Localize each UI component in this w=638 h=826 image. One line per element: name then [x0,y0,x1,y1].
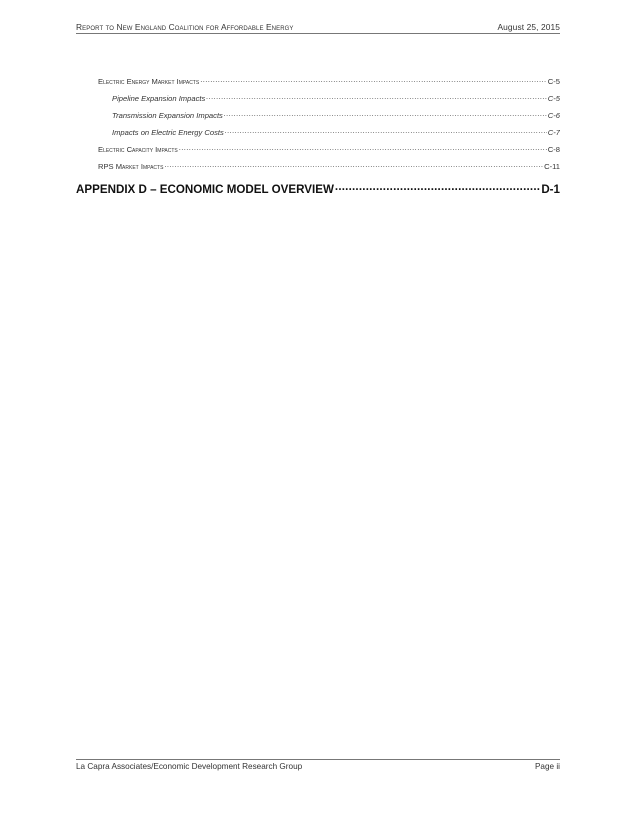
toc-entry-label: Transmission Expansion Impacts [112,111,223,120]
toc-entry-page: C-5 [547,77,560,86]
toc-dot-leader [225,127,547,135]
toc-dot-leader [335,182,540,193]
toc-dot-leader [224,110,547,118]
toc-entry-rps-market-impacts[interactable] [76,161,560,178]
toc-entry-label: APPENDIX D – ECONOMIC MODEL OVERVIEW [76,183,334,196]
header-report-title: Report to New England Coalition for Affordable Energy [76,22,294,32]
toc-entry-page: C-6 [547,111,560,120]
toc-entry-page: D-1 [541,183,560,196]
toc-entry-impacts-on-electric-energy-costs[interactable] [76,127,560,144]
toc-dot-leader [206,93,546,101]
toc-entry-label: Impacts on Electric Energy Costs [112,128,224,137]
header-divider [76,33,560,34]
toc-entry-page: C-5 [547,94,560,103]
toc-dot-leader [179,144,547,152]
toc-entry-label: Pipeline Expansion Impacts [112,94,206,103]
toc-entry-label: Electric Capacity Impacts [98,145,178,154]
toc-entry-electric-energy-market-impacts[interactable] [76,76,560,93]
toc-entry-electric-capacity-impacts[interactable] [76,144,560,161]
toc-entry-appendix-d[interactable] [76,182,560,202]
toc-entry-label: RPS Market Impacts [98,162,164,171]
footer-page-number: Page ii [534,762,560,771]
toc-entry-page: C-8 [547,145,560,154]
toc-dot-leader [164,161,543,169]
toc-entry-pipeline-expansion-impacts[interactable] [76,93,560,110]
table-of-contents [76,76,560,202]
toc-entry-page: C-11 [544,162,560,171]
toc-entry-label: Electric Energy Market Impacts [98,77,200,86]
page-header [76,14,560,32]
page-footer [76,762,560,771]
toc-entry-page: C-7 [547,128,560,137]
header-date: August 25, 2015 [497,22,560,32]
toc-entry-transmission-expansion-impacts[interactable] [76,110,560,127]
toc-dot-leader [200,76,547,84]
footer-organization: La Capra Associates/Economic Development Research Group [76,762,303,771]
footer-divider [76,759,560,760]
